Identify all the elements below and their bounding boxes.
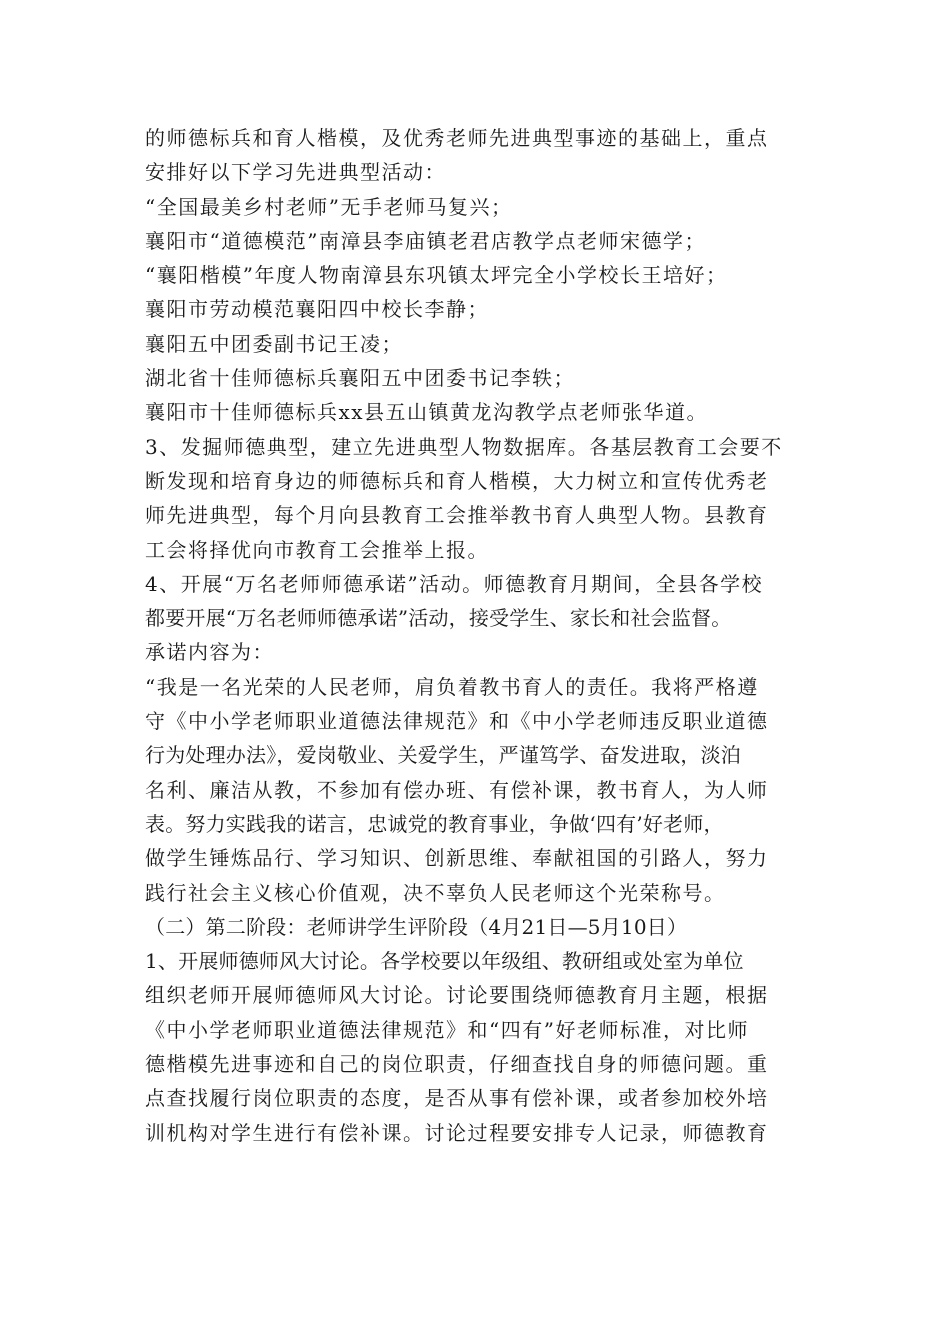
- text-line: 襄阳市劳动模范襄阳四中校长李静；: [145, 297, 489, 322]
- text-line: 襄阳市十佳师德标兵xx县五山镇黄龙沟教学点老师张华道。: [145, 400, 709, 425]
- text-line: 襄阳市“道德模范”南漳县李庙镇老君店教学点老师宋德学；: [145, 228, 706, 253]
- text-line: 德楷模先进事迹和自己的岗位职责，仔细查找自身的师德问题。重: [145, 1052, 769, 1077]
- text-line: 训机构对学生进行有偿补课。讨论过程要安排专人记录，师德教育: [145, 1120, 769, 1145]
- text-line: 4、开展“万名老师师德承诺”活动。师德教育月期间，全县各学校: [145, 571, 764, 596]
- section-heading: （二）第二阶段：老师讲学生评阶段（4月21日—5月10日）: [145, 914, 688, 939]
- text-line: “我是一名光荣的人民老师，肩负着教书育人的责任。我将严格遵: [145, 674, 759, 699]
- text-line: 守《中小学老师职业道德法律规范》和《中小学老师违反职业道德: [145, 709, 769, 734]
- document-body: [145, 121, 835, 1150]
- text-line: 襄阳五中团委副书记王凌；: [145, 331, 403, 356]
- text-line: 工会将择优向市教育工会推举上报。: [145, 537, 489, 562]
- text-line: 行为处理办法》，爱岗敬业、关爱学生，严谨笃学、奋发进取，淡泊: [145, 743, 741, 768]
- text-line: 断发现和培育身边的师德标兵和育人楷模，大力树立和宣传优秀老: [145, 468, 769, 493]
- text-line: 的师德标兵和育人楷模，及优秀老师先进典型事迹的基础上，重点: [145, 126, 769, 150]
- text-line: 表。努力实践我的诺言，忠诚党的教育事业，争做‘四有’好老师，: [145, 811, 724, 836]
- text-line: “全国最美乡村老师”无手老师马复兴；: [145, 194, 513, 219]
- text-line: “襄阳楷模”年度人物南漳县东巩镇太坪完全小学校长王培好；: [145, 263, 728, 288]
- text-line: 《中小学老师职业道德法律规范》和“四有”好老师标准，对比师: [145, 1017, 749, 1042]
- text-line: 都要开展“万名老师师德承诺”活动，接受学生、家长和社会监督。: [145, 606, 732, 631]
- text-line: 1、开展师德师风大讨论。各学校要以年级组、教研组或处室为单位: [145, 949, 744, 974]
- text-line: 做学生锤炼品行、学习知识、创新思维、奉献祖国的引路人，努力: [145, 846, 769, 871]
- text-line: 湖北省十佳师德标兵襄阳五中团委书记李轶；: [145, 366, 575, 391]
- text-line: 承诺内容为：: [145, 640, 274, 665]
- text-line: 安排好以下学习先进典型活动：: [145, 160, 446, 185]
- text-line: 名利、廉洁从教，不参加有偿办班、有偿补课，教书育人，为人师: [145, 777, 769, 802]
- text-line: 3、发掘师德典型，建立先进典型人物数据库。各基层教育工会要不: [145, 434, 783, 459]
- text-line: 师先进典型，每个月向县教育工会推举教书育人典型人物。县教育: [145, 503, 769, 528]
- text-line: 践行社会主义核心价值观，决不辜负人民老师这个光荣称号。: [145, 880, 726, 905]
- text-line: 点查找履行岗位职责的态度，是否从事有偿补课，或者参加校外培: [145, 1086, 769, 1111]
- text-line: 组织老师开展师德师风大讨论。讨论要围绕师德教育月主题，根据: [145, 983, 769, 1008]
